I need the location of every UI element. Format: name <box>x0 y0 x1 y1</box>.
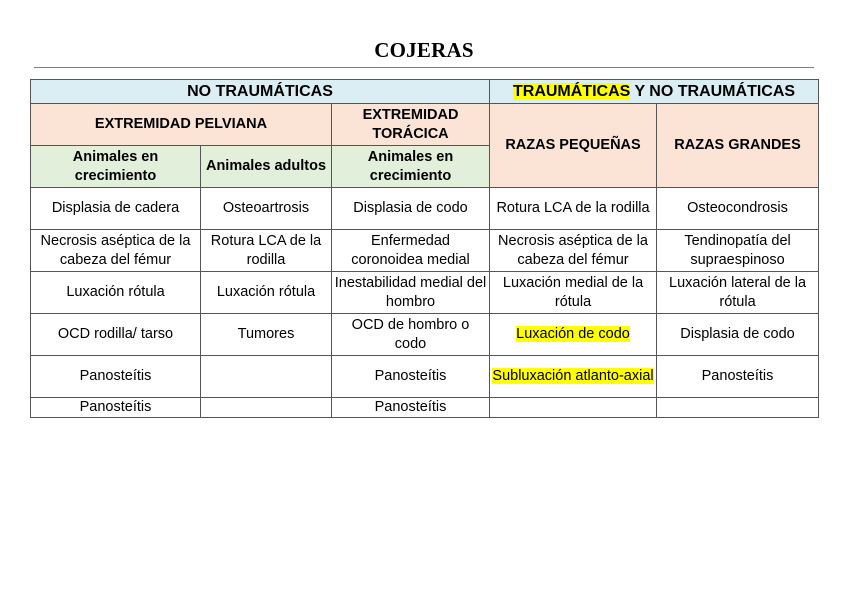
subheader-extremidad-toracica: EXTREMIDAD TORÁCICA <box>332 104 490 146</box>
cell-pelviana-adultos: Rotura LCA de la rodilla <box>201 230 332 272</box>
cell-razas-grandes: Luxación lateral de la rótula <box>657 272 819 314</box>
cell-toracica-crecimiento: Panosteítis <box>332 398 490 418</box>
cell-pelviana-crecimiento: Luxación rótula <box>31 272 201 314</box>
subheader-razas-pequenas: RAZAS PEQUEÑAS <box>490 104 657 188</box>
group-header-row <box>31 80 819 104</box>
cell-pelviana-adultos: Osteoartrosis <box>201 188 332 230</box>
page-title: COJERAS <box>374 38 474 62</box>
cell-toracica-crecimiento: OCD de hombro o codo <box>332 314 490 356</box>
cell-pelviana-adultos: Luxación rótula <box>201 272 332 314</box>
cell-razas-grandes <box>657 398 819 418</box>
cell-razas-pequenas: Necrosis aséptica de la cabeza del fémur <box>490 230 657 272</box>
subheader-extremidad-pelviana: EXTREMIDAD PELVIANA <box>31 104 332 146</box>
cell-pelviana-adultos: Tumores <box>201 314 332 356</box>
table-row <box>31 272 819 314</box>
cell-pelviana-adultos <box>201 398 332 418</box>
cell-razas-pequenas: Luxación medial de la rótula <box>490 272 657 314</box>
table-row <box>31 398 819 418</box>
lameness-table <box>30 79 819 418</box>
cell-toracica-crecimiento: Panosteítis <box>332 356 490 398</box>
cell-razas-grandes: Panosteítis <box>657 356 819 398</box>
cell-razas-grandes: Tendinopatía del supraespinoso <box>657 230 819 272</box>
group-no-traumaticas: NO TRAUMÁTICAS <box>31 80 490 104</box>
highlight-traumaticas: TRAUMÁTICAS <box>512 83 631 100</box>
cell-pelviana-crecimiento: Panosteítis <box>31 356 201 398</box>
cell-razas-pequenas <box>490 356 657 398</box>
cell-razas-pequenas: Rotura LCA de la rodilla <box>490 188 657 230</box>
table-row <box>31 230 819 272</box>
cell-toracica-crecimiento: Inestabilidad medial del hombro <box>332 272 490 314</box>
age-header-pelviana-crecimiento: Animales en crecimiento <box>31 146 201 188</box>
cell-pelviana-crecimiento: Panosteítis <box>31 398 201 418</box>
table-row <box>31 314 819 356</box>
cell-toracica-crecimiento: Enfermedad coronoidea medial <box>332 230 490 272</box>
cell-razas-grandes: Osteocondrosis <box>657 188 819 230</box>
cell-pelviana-crecimiento: Necrosis aséptica de la cabeza del fémur <box>31 230 201 272</box>
cell-pelviana-crecimiento: Displasia de cadera <box>31 188 201 230</box>
cell-razas-pequenas <box>490 398 657 418</box>
group-traumaticas-y-no-traumaticas <box>490 80 819 104</box>
highlight-subluxacion-atlanto-axial: Subluxación atlanto-axial <box>492 368 654 384</box>
table-row <box>31 188 819 230</box>
cell-razas-pequenas <box>490 314 657 356</box>
table-row <box>31 356 819 398</box>
cell-pelviana-crecimiento: OCD rodilla/ tarso <box>31 314 201 356</box>
group-traumaticas-rest: Y NO TRAUMÁTICAS <box>630 83 796 100</box>
cell-razas-grandes: Displasia de codo <box>657 314 819 356</box>
subheader-row <box>31 104 819 146</box>
cell-pelviana-adultos <box>201 356 332 398</box>
age-header-toracica-crecimiento: Animales en crecimiento <box>332 146 490 188</box>
highlight-luxacion-de-codo: Luxación de codo <box>516 326 630 342</box>
title-underline <box>34 67 814 68</box>
age-header-pelviana-adultos: Animales adultos <box>201 146 332 188</box>
cell-toracica-crecimiento: Displasia de codo <box>332 188 490 230</box>
subheader-razas-grandes: RAZAS GRANDES <box>657 104 819 188</box>
